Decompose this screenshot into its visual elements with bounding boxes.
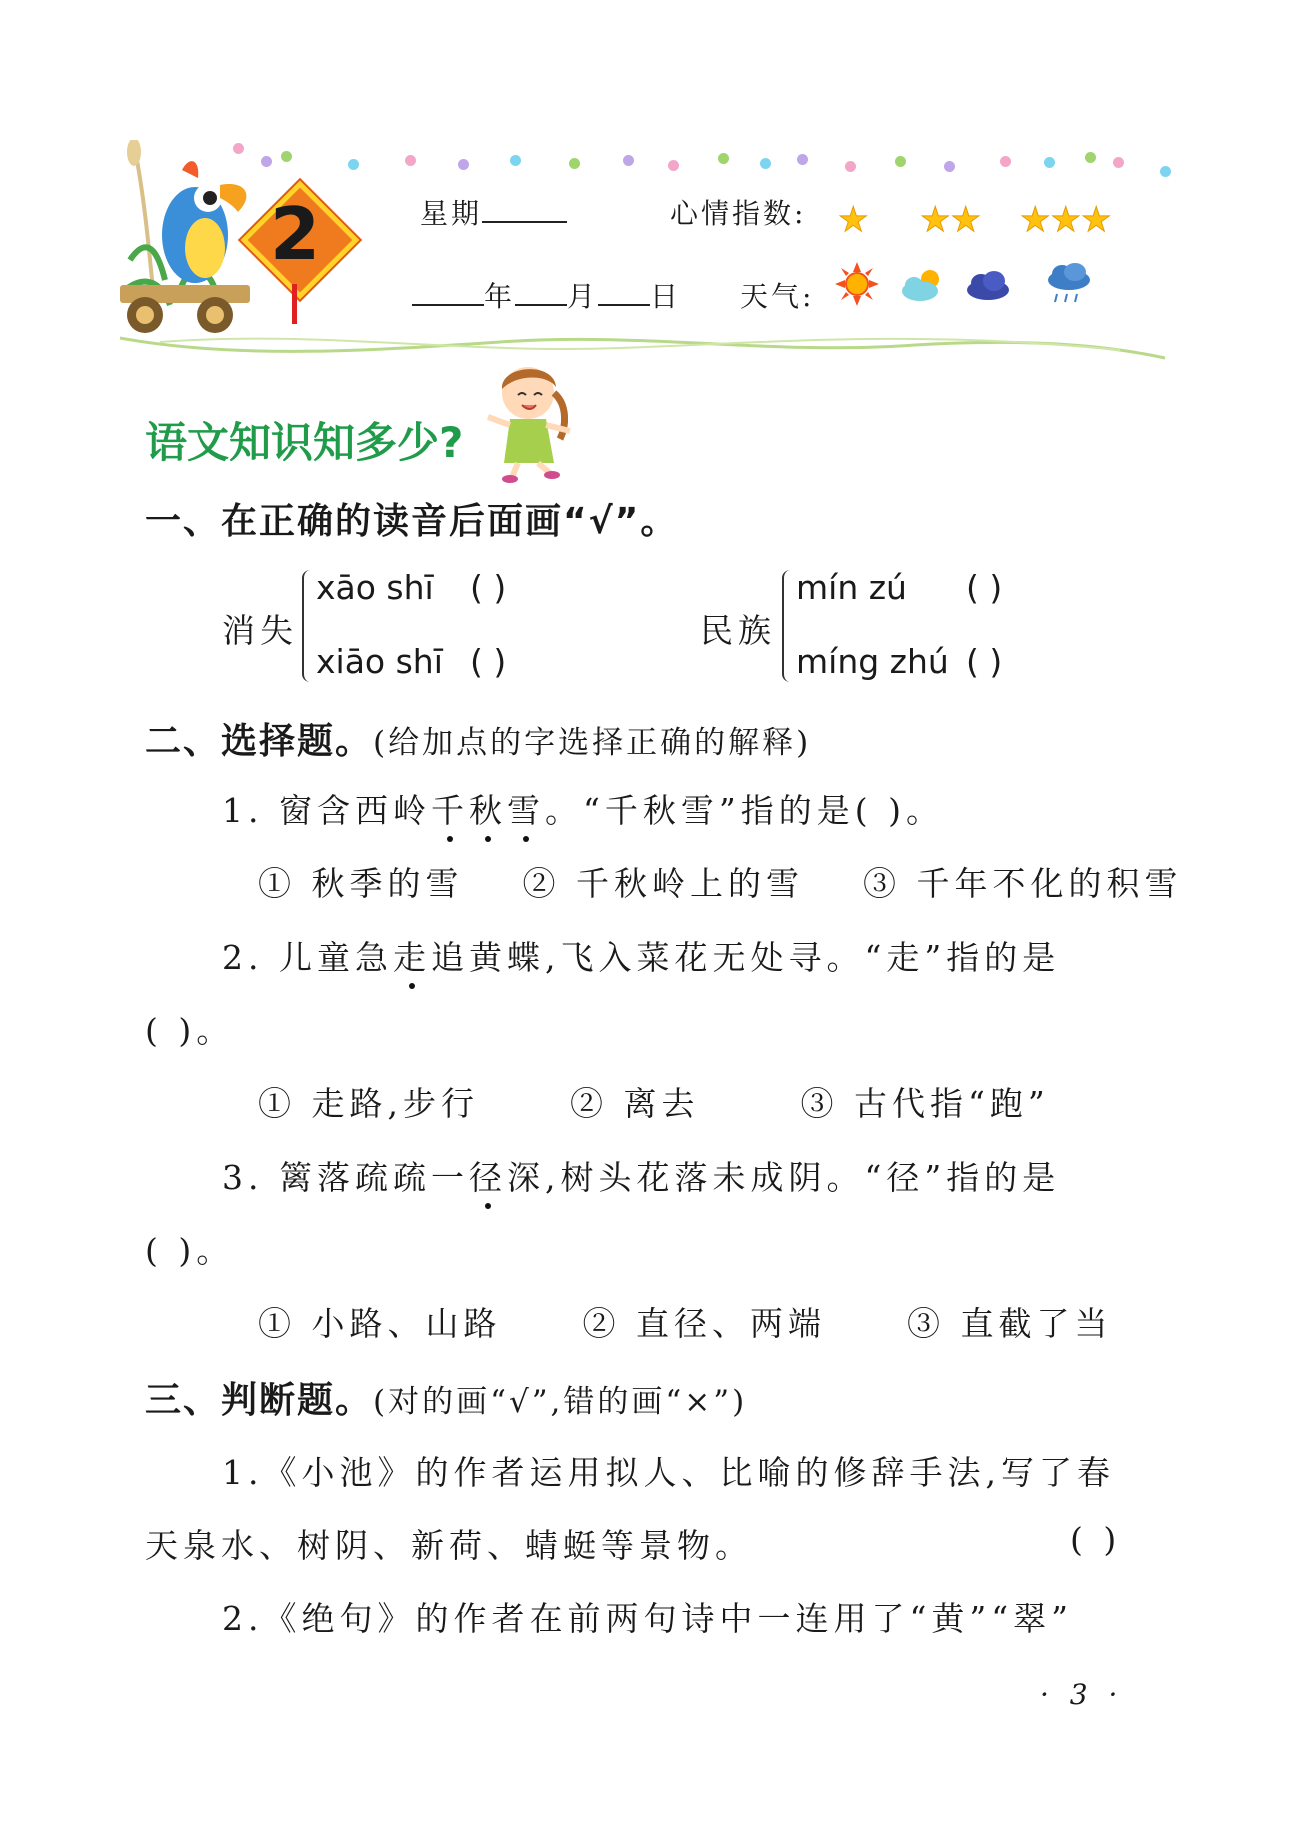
q2-item-3: 3. 篱落疏疏一径深,树头花落未成阴。“径”指的是 xyxy=(222,1152,1060,1199)
q2-item-3-option-3[interactable]: ③ 直截了当 xyxy=(907,1304,1113,1343)
q1-title: 一、在正确的读音后面画“√”。 xyxy=(145,501,679,542)
mood-label: 心情指数: xyxy=(670,197,807,230)
mood-option-3[interactable] xyxy=(1020,200,1111,240)
q2-item-2-option-3[interactable]: ③ 古代指“跑” xyxy=(800,1084,1050,1123)
q3-subtitle: (对的画“√”,错的画“×”) xyxy=(373,1384,748,1420)
mood-option-2[interactable] xyxy=(920,200,981,240)
q3-title: 三、判断题。 xyxy=(145,1380,374,1421)
q2-item-1-options xyxy=(258,858,1183,905)
emphasized-char: 径 xyxy=(469,1152,507,1199)
q2-title: 二、选择题。 xyxy=(145,721,374,762)
q3-item-2-line-1: 2.《绝句》的作者在前两句诗中一连用了“黄”“翠” xyxy=(222,1599,1073,1638)
rainy-icon[interactable] xyxy=(1045,262,1093,306)
weekday-label: 星期 xyxy=(420,197,483,230)
q1-option-2a: mín zú xyxy=(796,568,907,607)
q1-word-2: 民族 xyxy=(700,611,776,650)
day-number: 2 xyxy=(269,192,321,276)
q2-item-2-options xyxy=(258,1078,1050,1125)
day-number-tag xyxy=(240,180,350,290)
q3-item-1-line-1: 1.《小池》的作者运用拟人、比喻的修辞手法,写了春 xyxy=(222,1453,1115,1492)
weather-label: 天气: xyxy=(740,280,815,313)
q3-item-1-answer-blank[interactable]: ( ) xyxy=(1070,1520,1122,1559)
q1-answer-blank-2a[interactable]: ( ) xyxy=(966,568,1003,607)
q2-item-2-blank[interactable]: ( )。 xyxy=(145,1011,235,1050)
girl-illustration xyxy=(478,355,578,485)
section-banner-title: 语文知识知多少? xyxy=(145,418,464,467)
star-icon: ★★ xyxy=(920,200,981,240)
day-blank[interactable] xyxy=(598,300,650,306)
date-field xyxy=(412,275,681,315)
q1-answer-blank-2b[interactable]: ( ) xyxy=(966,642,1003,681)
q1-answer-blank-1a[interactable]: ( ) xyxy=(470,568,507,607)
q2-item-2-option-1[interactable]: ① 走路,步行 xyxy=(258,1084,479,1123)
q1-option-2b: míng zhú xyxy=(796,642,949,681)
day-label: 日 xyxy=(650,280,682,313)
weekday-field xyxy=(420,192,567,232)
sunny-icon[interactable] xyxy=(835,262,879,306)
q1-option-1a: xāo shī xyxy=(316,568,434,607)
partly-cloudy-icon[interactable] xyxy=(900,265,948,305)
q1-brace-1 xyxy=(302,570,314,682)
q2-item-1: 1. 窗含西岭千秋雪。“千秋雪”指的是( )。 xyxy=(222,785,944,832)
month-label: 月 xyxy=(567,280,599,313)
grass-line xyxy=(120,320,1170,370)
emphasized-char: 雪 xyxy=(507,785,545,832)
emphasized-char: 千 xyxy=(431,785,469,832)
month-blank[interactable] xyxy=(515,300,567,306)
q2-title-row xyxy=(145,713,811,764)
q2-item-1-option-3[interactable]: ③ 千年不化的积雪 xyxy=(863,864,1183,903)
q2-item-3-option-1[interactable]: ① 小路、山路 xyxy=(258,1304,502,1343)
year-label: 年 xyxy=(484,280,516,313)
q2-item-2-option-2[interactable]: ② 离去 xyxy=(569,1084,700,1123)
q3-item-1-line-2: 天泉水、树阴、新荷、蜻蜓等景物。 xyxy=(145,1526,753,1565)
parrot-illustration xyxy=(120,140,260,340)
q1-brace-2 xyxy=(782,570,794,682)
q2-item-3-blank[interactable]: ( )。 xyxy=(145,1231,235,1270)
q2-subtitle: (给加点的字选择正确的解释) xyxy=(373,725,812,761)
q2-item-1-option-2[interactable]: ② 千秋岭上的雪 xyxy=(522,864,804,903)
weekday-blank[interactable] xyxy=(482,217,567,223)
q2-item-3-option-2[interactable]: ② 直径、两端 xyxy=(582,1304,826,1343)
q2-item-3-options xyxy=(258,1298,1113,1345)
mood-option-1[interactable] xyxy=(838,200,868,240)
q2-item-2: 2. 儿童急走追黄蝶,飞入菜花无处寻。“走”指的是 xyxy=(222,932,1060,979)
emphasized-char: 秋 xyxy=(469,785,507,832)
emphasized-char: 走 xyxy=(393,932,431,979)
page-number: · 3 · xyxy=(1040,1678,1124,1711)
q2-item-1-option-1[interactable]: ① 秋季的雪 xyxy=(258,864,464,903)
q1-word-1: 消失 xyxy=(222,611,298,650)
q3-title-row xyxy=(145,1372,747,1423)
cloudy-icon[interactable] xyxy=(965,268,1011,302)
year-blank[interactable] xyxy=(412,300,484,306)
star-icon: ★★★ xyxy=(1020,200,1112,240)
star-icon: ★ xyxy=(838,200,869,240)
q1-answer-blank-1b[interactable]: ( ) xyxy=(470,642,507,681)
q1-option-1b: xiāo shī xyxy=(316,642,443,681)
